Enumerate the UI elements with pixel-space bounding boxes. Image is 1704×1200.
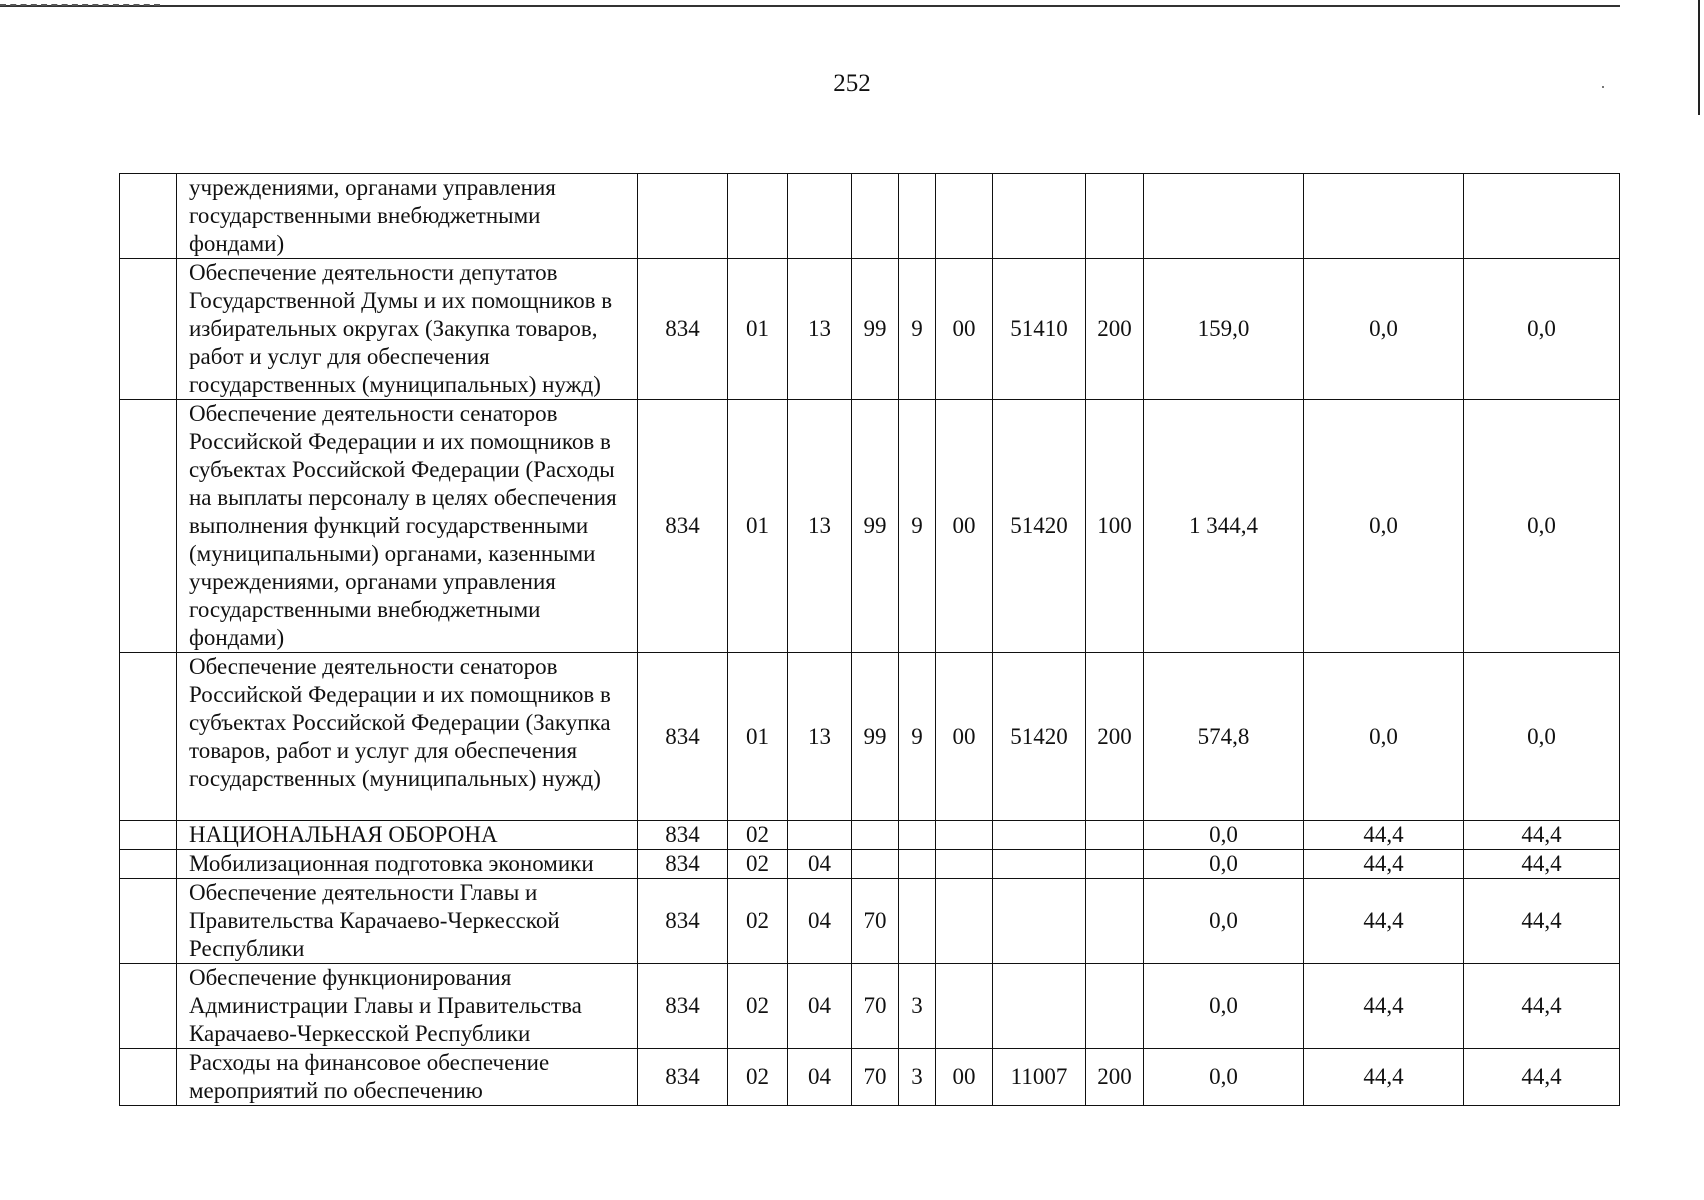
row-number-cell: [120, 400, 177, 653]
expense-type-cell: [1086, 964, 1144, 1049]
sum-year2-cell: 44,4: [1304, 879, 1464, 964]
sum-year2-cell: 44,4: [1304, 1049, 1464, 1106]
row-number-cell: [120, 850, 177, 879]
direction-code-cell: [993, 964, 1086, 1049]
row-number-cell: [120, 653, 177, 821]
row-name: Мобилизационная подготовка экономики: [177, 850, 638, 879]
section-cell: 02: [728, 850, 788, 879]
subsection-cell: [788, 821, 852, 850]
expense-type-cell: [1086, 821, 1144, 850]
program-code-cell: 70: [852, 879, 899, 964]
sum-year3-cell: 44,4: [1464, 964, 1620, 1049]
sum-year3-cell: [1464, 174, 1620, 259]
direction-code-cell: [993, 879, 1086, 964]
event-code-cell: [936, 821, 993, 850]
grbs-cell: 834: [638, 879, 728, 964]
direction-code-cell: [993, 174, 1086, 259]
row-number-cell: [120, 821, 177, 850]
subprogram-code-cell: [899, 879, 936, 964]
section-cell: 02: [728, 821, 788, 850]
sum-year1-cell: 1 344,4: [1144, 400, 1304, 653]
direction-code-cell: 51420: [993, 653, 1086, 821]
grbs-cell: 834: [638, 400, 728, 653]
sum-year3-cell: 0,0: [1464, 653, 1620, 821]
program-code-cell: 70: [852, 1049, 899, 1106]
grbs-cell: 834: [638, 964, 728, 1049]
expense-type-cell: [1086, 879, 1144, 964]
event-code-cell: [936, 879, 993, 964]
sum-year2-cell: 44,4: [1304, 850, 1464, 879]
sum-year1-cell: 159,0: [1144, 259, 1304, 400]
section-cell: 01: [728, 259, 788, 400]
sum-year1-cell: 0,0: [1144, 879, 1304, 964]
subprogram-code-cell: [899, 850, 936, 879]
budget-table: [119, 173, 1620, 1106]
grbs-cell: 834: [638, 821, 728, 850]
direction-code-cell: 51410: [993, 259, 1086, 400]
row-number-cell: [120, 1049, 177, 1106]
section-cell: 01: [728, 400, 788, 653]
subsection-cell: 13: [788, 653, 852, 821]
row-name: Расходы на финансовое обеспечение мероприятий по обеспечению: [177, 1049, 638, 1106]
sum-year1-cell: 0,0: [1144, 1049, 1304, 1106]
grbs-cell: 834: [638, 653, 728, 821]
sum-year3-cell: 0,0: [1464, 400, 1620, 653]
event-code-cell: [936, 850, 993, 879]
section-cell: 02: [728, 879, 788, 964]
top-scan-rule: [0, 5, 1620, 7]
sum-year3-cell: 44,4: [1464, 850, 1620, 879]
subprogram-code-cell: 9: [899, 259, 936, 400]
section-cell: 02: [728, 1049, 788, 1106]
sum-year2-cell: [1304, 174, 1464, 259]
event-code-cell: 00: [936, 653, 993, 821]
subsection-cell: 04: [788, 964, 852, 1049]
table-row: [120, 850, 1620, 879]
subsection-cell: [788, 174, 852, 259]
sum-year1-cell: 0,0: [1144, 964, 1304, 1049]
program-code-cell: 99: [852, 259, 899, 400]
table-row: [120, 1049, 1620, 1106]
sum-year1-cell: 0,0: [1144, 850, 1304, 879]
event-code-cell: [936, 174, 993, 259]
section-cell: 01: [728, 653, 788, 821]
subprogram-code-cell: [899, 174, 936, 259]
page-number: 252: [833, 70, 871, 97]
expense-type-cell: 200: [1086, 653, 1144, 821]
sum-year1-cell: [1144, 174, 1304, 259]
subsection-cell: 04: [788, 879, 852, 964]
expense-type-cell: 200: [1086, 259, 1144, 400]
direction-code-cell: 11007: [993, 1049, 1086, 1106]
sum-year2-cell: 0,0: [1304, 653, 1464, 821]
sum-year3-cell: 44,4: [1464, 879, 1620, 964]
row-name: Обеспечение деятельности сенаторов Российской Федерации и их помощников в субъектах Российской Федерации (Закупка товаров, работ и услуг для обеспечения государственных (муниципальных) нужд): [177, 653, 638, 821]
sum-year2-cell: 0,0: [1304, 259, 1464, 400]
event-code-cell: 00: [936, 400, 993, 653]
event-code-cell: [936, 964, 993, 1049]
row-number-cell: [120, 964, 177, 1049]
event-code-cell: 00: [936, 259, 993, 400]
top-scan-rule-dashed: [0, 4, 160, 6]
subprogram-code-cell: 9: [899, 653, 936, 821]
program-code-cell: 99: [852, 653, 899, 821]
grbs-cell: [638, 174, 728, 259]
expense-type-cell: [1086, 850, 1144, 879]
sum-year3-cell: 0,0: [1464, 259, 1620, 400]
program-code-cell: [852, 174, 899, 259]
grbs-cell: 834: [638, 259, 728, 400]
direction-code-cell: [993, 850, 1086, 879]
event-code-cell: 00: [936, 1049, 993, 1106]
row-number-cell: [120, 259, 177, 400]
sum-year1-cell: 574,8: [1144, 653, 1304, 821]
row-name: Обеспечение деятельности Главы и Правительства Карачаево-Черкесской Республики: [177, 879, 638, 964]
row-name: НАЦИОНАЛЬНАЯ ОБОРОНА: [177, 821, 638, 850]
expense-type-cell: [1086, 174, 1144, 259]
program-code-cell: [852, 850, 899, 879]
direction-code-cell: [993, 821, 1086, 850]
subprogram-code-cell: 3: [899, 1049, 936, 1106]
expense-type-cell: 200: [1086, 1049, 1144, 1106]
grbs-cell: 834: [638, 1049, 728, 1106]
sum-year2-cell: 0,0: [1304, 400, 1464, 653]
table-row: [120, 879, 1620, 964]
row-name: Обеспечение деятельности сенаторов Российской Федерации и их помощников в субъектах Российской Федерации (Расходы на выплаты персоналу в целях обеспечения выполнения функций государственными (муниципальными) органами, казенными учреждениями, органами управления государственными внебюджетными фондами): [177, 400, 638, 653]
subsection-cell: 13: [788, 400, 852, 653]
row-name: Обеспечение деятельности депутатов Государственной Думы и их помощников в избирательных округах (Закупка товаров, работ и услуг для обеспечения государственных (муниципальных) нужд): [177, 259, 638, 400]
sum-year3-cell: 44,4: [1464, 1049, 1620, 1106]
sum-year2-cell: 44,4: [1304, 964, 1464, 1049]
section-cell: 02: [728, 964, 788, 1049]
row-name: учреждениями, органами управления государственными внебюджетными фондами): [177, 174, 638, 259]
subsection-cell: 04: [788, 1049, 852, 1106]
subprogram-code-cell: [899, 821, 936, 850]
row-number-cell: [120, 879, 177, 964]
table-row: [120, 653, 1620, 821]
table-row: [120, 964, 1620, 1049]
subsection-cell: 13: [788, 259, 852, 400]
table-row: [120, 259, 1620, 400]
table-row: [120, 400, 1620, 653]
table-row: [120, 821, 1620, 850]
sum-year2-cell: 44,4: [1304, 821, 1464, 850]
program-code-cell: 70: [852, 964, 899, 1049]
program-code-cell: [852, 821, 899, 850]
subprogram-code-cell: 9: [899, 400, 936, 653]
sum-year1-cell: 0,0: [1144, 821, 1304, 850]
subsection-cell: 04: [788, 850, 852, 879]
row-number-cell: [120, 174, 177, 259]
program-code-cell: 99: [852, 400, 899, 653]
table-row: [120, 174, 1620, 259]
subprogram-code-cell: 3: [899, 964, 936, 1049]
section-cell: [728, 174, 788, 259]
row-name: Обеспечение функционирования Администрации Главы и Правительства Карачаево-Черкесской Республики: [177, 964, 638, 1049]
direction-code-cell: 51420: [993, 400, 1086, 653]
sum-year3-cell: 44,4: [1464, 821, 1620, 850]
grbs-cell: 834: [638, 850, 728, 879]
expense-type-cell: 100: [1086, 400, 1144, 653]
